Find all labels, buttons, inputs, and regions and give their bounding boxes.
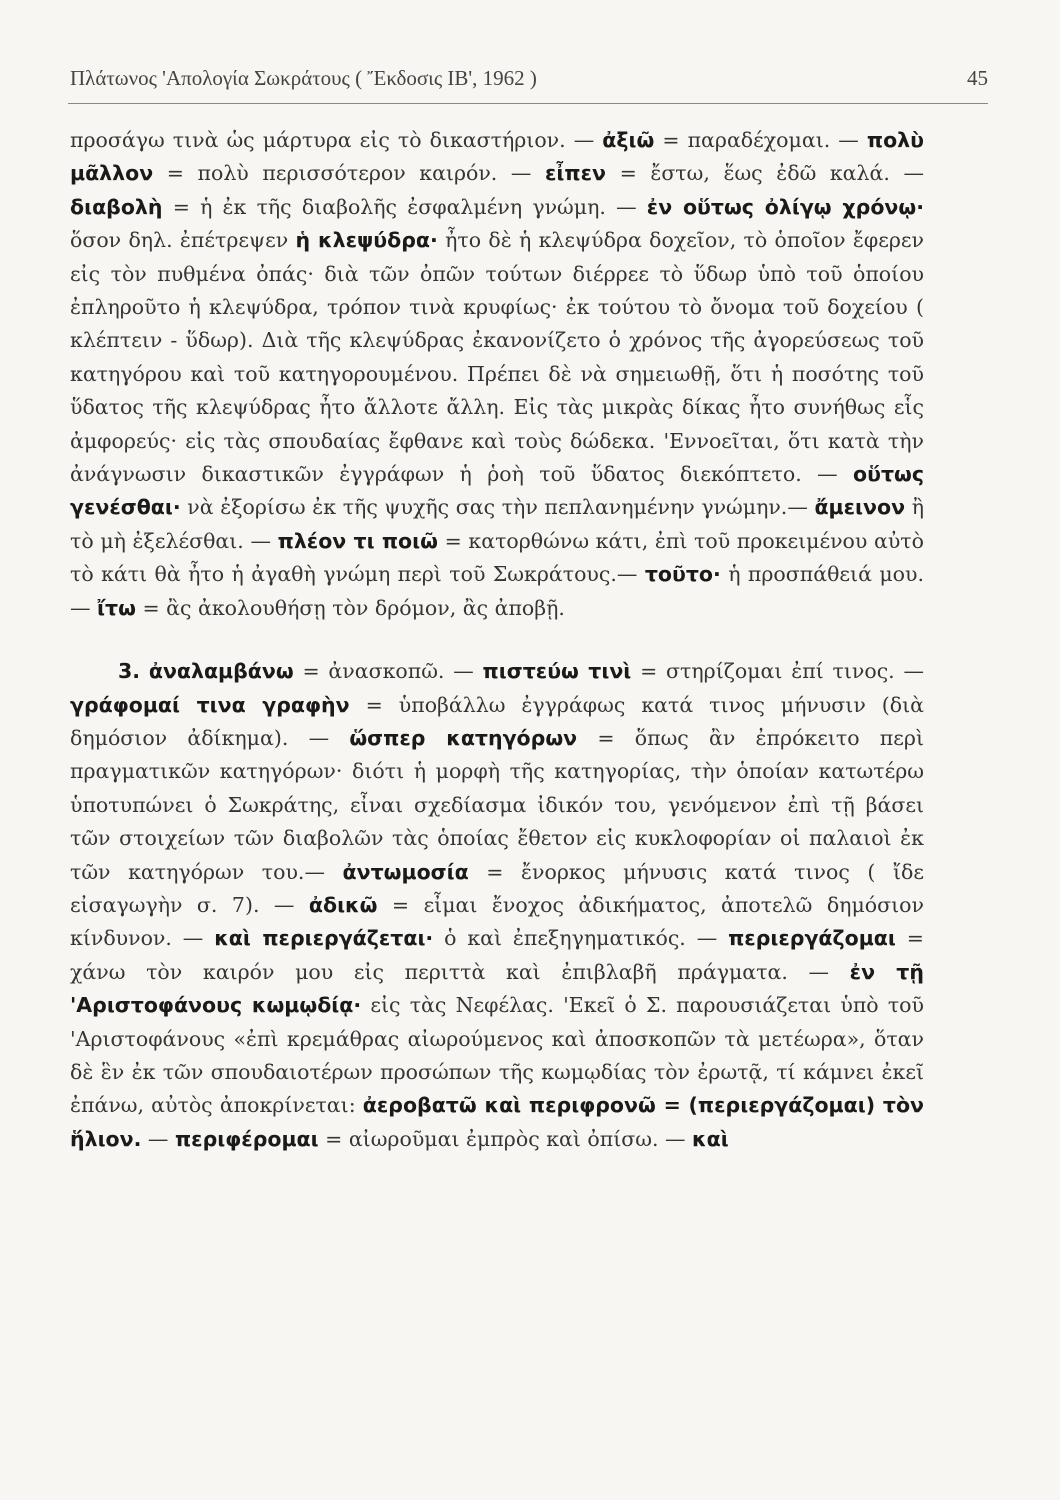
running-title: Πλάτωνος 'Απολογία Σωκράτους ( Ἔκδοσις ΙΒ', 1962 ) (70, 66, 537, 90)
lemma: ὥσπερ κατηγόρων (349, 725, 578, 750)
plain-text: προσάγω τινὰ ὡς μάρτυρα εἰς τὸ δικαστήριον. — (70, 128, 595, 152)
lemma: ἀξιῶ (602, 128, 655, 152)
lemma: ἀντωμοσία (342, 859, 469, 884)
plain-text: ὅσον δηλ. ἐπέτρεψεν (70, 228, 289, 253)
plain-text: = πολὺ περισσότερον καιρόν. — (166, 161, 532, 186)
plain-text: εἰς τὰς Νεφέλας. 'Εκεῖ ὁ Σ. παρουσιάζεται ὑπὸ τοῦ 'Αριστοφάνους «ἐπὶ κρεμάθρας αἰωρούμενος καὶ ἀποσκοπῶν τὰ μετέωρα», ὅταν δὲ ἓν ἐκ τῶν σπουδαιοτέρων προσώπων τῆς κωμῳδίας τὸν ἐρωτᾷ, τί κάμνει ἐκεῖ ἐπάνω, αὐτὸς ἀποκρίνεται: (70, 993, 924, 1118)
plain-text: ἦτο δὲ ἡ κλεψύδρα δοχεῖον, τὸ ὁποῖον ἔφερεν εἰς τὸν πυθμένα ὀπάς· διὰ τῶν ὀπῶν τούτων διέρρεε τὸ ὕδωρ ὑπὸ τοῦ ὁποίου ἐπληροῦτο ἡ κλεψύδρα, τρόπον τινὰ κρυφίως· ἐκ τούτου τὸ ὄνομα τοῦ δοχείου ( κλέπτειν - ὕδωρ). Διὰ τῆς κλεψύδρας ἐκανονίζετο ὁ χρόνος τῆς ἀγορεύσεως τοῦ κατηγόρου καὶ τοῦ κατηγορουμένου. Πρέπει δὲ νὰ σημειωθῇ, ὅτι ἡ ποσότης τοῦ ὕδατος τῆς κλεψύδρας ἦτο ἄλλοτε ἄλλη. Εἰς τὰς μικρὰς δίκας ἦτο συνήθως εἷς ἀμφορεύς· εἰς τὰς σπουδαίας ἔφθανε καὶ τοὺς δώδεκα. 'Εννοεῖται, ὅτι κατὰ τὴν ἀνάγνωσιν δικαστικῶν ἐγγράφων ἡ ῥοὴ τοῦ ὕδατος διεκόπτετο. — (70, 228, 924, 487)
plain-text: = αἰωροῦμαι ἐμπρὸς καὶ ὀπίσω. — (325, 1126, 686, 1151)
plain-text: = ἀνασκοπῶ. — (302, 659, 474, 684)
commentary-paragraph-3 (70, 655, 924, 1156)
plain-text: = χάνω τὸν καιρόν μου εἰς περιττὰ καὶ ἐπιβλαβῆ πράγματα. — (70, 926, 924, 984)
plain-text: ἢ τὸ μὴ ἐξελέσθαι. — (70, 495, 924, 553)
lemma: περιφέρομαι (174, 1126, 319, 1151)
lemma: τοῦτο· (644, 562, 721, 587)
lemma: περιεργάζομαι (728, 926, 896, 951)
plain-text: — (147, 1126, 169, 1151)
page-number: 45 (967, 66, 988, 90)
plain-text: νὰ ἐξορίσω ἐκ τῆς ψυχῆς σας τὴν πεπλανημένην γνώμην.— (187, 495, 808, 520)
plain-text: = ὑποβάλλω ἐγγράφως κατά τινος μήνυσιν (διὰ δημόσιον ἀδίκημα). — (70, 692, 924, 750)
lemma: ἀδικῶ (308, 892, 378, 917)
lemma: γράφομαί τινα γραφὴν (70, 692, 350, 717)
lemma: καὶ περιεργάζεται· (214, 926, 434, 951)
plain-text: = κατορθώνω κάτι, ἐπὶ τοῦ προκειμένου αὐτὸ τὸ κάτι θὰ ἦτο ἡ ἀγαθὴ γνώμη περὶ τοῦ Σωκράτους.— (70, 528, 924, 587)
lemma: εἶπεν (544, 161, 606, 186)
header-rule (68, 103, 988, 104)
lemma: καὶ (692, 1126, 729, 1151)
lemma: ἄμεινον (814, 495, 906, 520)
plain-text: ἡ προσπάθειά μου. — (70, 562, 924, 620)
running-header (70, 66, 988, 91)
lemma: πιστεύω τινὶ (482, 659, 632, 684)
section-number: 3. (118, 659, 141, 684)
plain-text: = στηρίζομαι ἐπί τινος. — (640, 659, 924, 684)
plain-text: = εἶμαι ἔνοχος ἀδικήματος, ἀποτελῶ δημόσιον κίνδυνον. — (70, 892, 924, 951)
commentary-body (70, 124, 924, 1156)
lemma: ἀναλαμβάνω (148, 659, 294, 684)
plain-text: = ἔνορκος μήνυσις κατά τινος ( ἴδε εἰσαγωγὴν σ. 7). — (70, 859, 924, 917)
lemma: ἐν οὕτως ὀλίγῳ χρόνῳ· (646, 194, 924, 219)
plain-text: = παραδέχομαι. — (662, 128, 859, 152)
lemma: ἐν τῇ 'Αριστοφάνους κωμῳδίᾳ· (70, 959, 924, 1018)
plain-text: ὁ καὶ ἐπεξηγηματικός. — (444, 926, 718, 951)
lemma: οὕτως γενέσθαι· (70, 462, 924, 520)
lemma: ἡ κλεψύδρα· (295, 228, 438, 253)
lemma: διαβολὴ (70, 194, 163, 219)
lemma: ἀεροβατῶ καὶ περιφρονῶ = (περιεργάζομαι) τὸν ἥλιον. (70, 1093, 924, 1151)
plain-text: = ὅπως ἂν ἐπρόκειτο περὶ πραγματικῶν κατηγόρων· διότι ἡ μορφὴ τῆς κατηγορίας, τὴν ὁποίαν κατωτέρω ὑποτυπώνει ὁ Σωκράτης, εἶναι σχεδίασμα ἰδικόν του, γενόμενον ἐπὶ τῇ βάσει τῶν στοιχείων τῶν διαβολῶν τὰς ὁποίας ἔθετον εἰς κυκλοφορίαν οἱ παλαιοὶ ἐκ τῶν κατηγόρων του.— (70, 725, 924, 884)
plain-text: = ἂς ἀκολουθήσῃ τὸν δρόμον, ἂς ἀποβῇ. (142, 595, 565, 620)
lemma: ἴτω (97, 595, 136, 620)
plain-text: = ἔστω, ἕως ἐδῶ καλά. — (619, 161, 924, 186)
lemma: πλέον τι ποιῶ (277, 528, 438, 553)
plain-text: = ἡ ἐκ τῆς διαβολῆς ἐσφαλμένη γνώμη. — (172, 194, 637, 219)
commentary-paragraph-1 (70, 124, 924, 625)
lemma: πολὺ μᾶλλον (70, 128, 924, 186)
